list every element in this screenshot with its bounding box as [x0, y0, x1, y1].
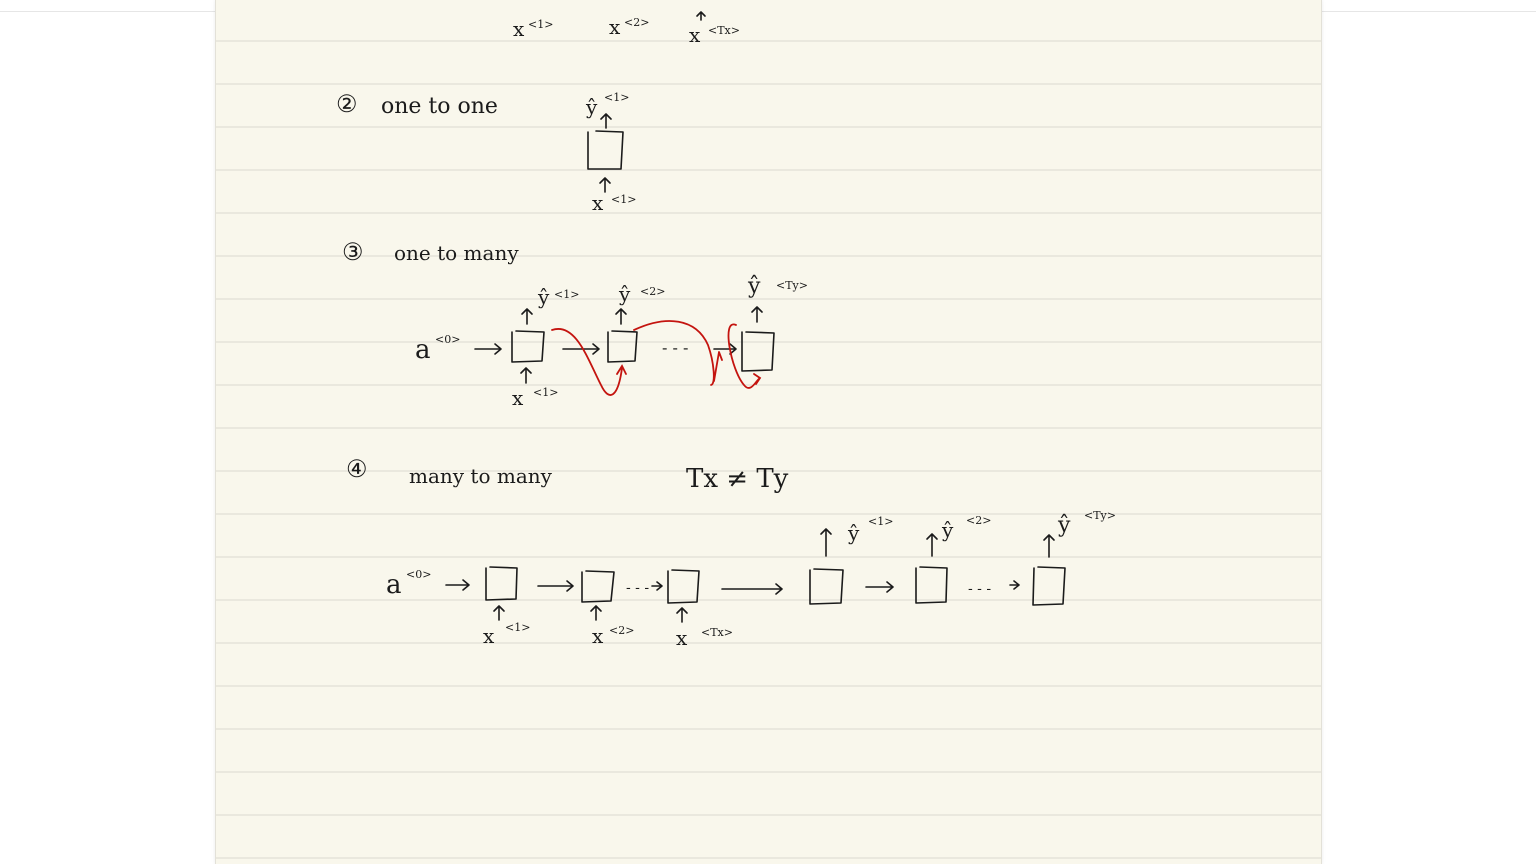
section4-y1-sup: <1> [868, 515, 894, 528]
section4-encoder-dots: - - - [626, 580, 650, 596]
section2-rnn-cell [588, 131, 623, 169]
section3-cell-1 [512, 331, 544, 362]
section-many-to-many [346, 455, 1116, 650]
section4-y2-label: ŷ [942, 518, 954, 542]
section4-xT-sup: <Tx> [701, 626, 733, 639]
section-one-to-many [342, 238, 808, 410]
section4-y1-label: ŷ [848, 521, 860, 545]
section3-x1-label: x [512, 386, 524, 410]
section4-encoder-cell-1 [486, 567, 517, 600]
section4-yT-sup: <Ty> [1084, 509, 1116, 522]
section3-y1-label: ŷ [538, 285, 550, 309]
section4-decoder-cell-1 [810, 569, 843, 604]
top-x2-sup: <2> [624, 16, 650, 29]
section3-x1-sup: <1> [533, 386, 559, 399]
section-one-to-one [336, 90, 636, 215]
section4-decoder-dots: - - - [968, 581, 992, 597]
section2-number: ② [336, 90, 358, 118]
section4-x2-sup: <2> [609, 624, 635, 637]
section3-number: ③ [342, 238, 364, 266]
top-x1-label: x [513, 17, 525, 41]
section4-xT-label: x [676, 626, 688, 650]
section4-title: many to many [409, 464, 552, 488]
section3-a0-label: a [415, 335, 431, 365]
section4-yT-label: ŷ [1058, 513, 1071, 538]
section3-yT-sup: <Ty> [776, 279, 808, 292]
section4-decoder-cell-T [1033, 567, 1065, 605]
section4-encoder-cell-T [668, 570, 699, 603]
section3-title: one to many [394, 241, 519, 265]
section4-condition: Tx ≠ Ty [686, 464, 789, 494]
section4-y2-sup: <2> [966, 514, 992, 527]
section3-dots: - - - [662, 338, 689, 357]
section4-a0-sup: <0> [406, 568, 432, 581]
top-xt-label: x [689, 23, 701, 47]
notebook-page [215, 0, 1322, 864]
section4-x2-label: x [592, 624, 604, 648]
section4-x1-label: x [483, 624, 495, 648]
section3-cell-T [742, 332, 774, 371]
section4-decoder-cell-2 [916, 567, 947, 603]
section3-y2-sup: <2> [640, 285, 666, 298]
section3-y1-sup: <1> [554, 288, 580, 301]
section2-output-label: ŷ [586, 95, 598, 119]
section2-input-sup: <1> [611, 193, 637, 206]
section2-output-sup: <1> [604, 91, 630, 104]
section3-a0-sup: <0> [435, 333, 461, 346]
feedback-annotation-arrows [552, 321, 760, 395]
section4-x1-sup: <1> [505, 621, 531, 634]
section4-a0-label: a [386, 570, 402, 600]
top-x1-sup: <1> [528, 18, 554, 31]
top-fragment-inputs [513, 12, 740, 47]
handwritten-notes-canvas [216, 0, 1321, 864]
section2-input-label: x [592, 191, 604, 215]
ruled-lines [216, 41, 1321, 858]
section3-yT-label: ŷ [748, 274, 761, 299]
top-x2-label: x [609, 15, 621, 39]
section4-encoder-cell-2 [582, 571, 614, 602]
section3-cell-2 [608, 331, 637, 362]
top-xt-sup: <Tx> [708, 24, 740, 37]
section3-y2-label: ŷ [619, 282, 631, 306]
section2-title: one to one [381, 94, 498, 119]
section4-number: ④ [346, 455, 368, 483]
